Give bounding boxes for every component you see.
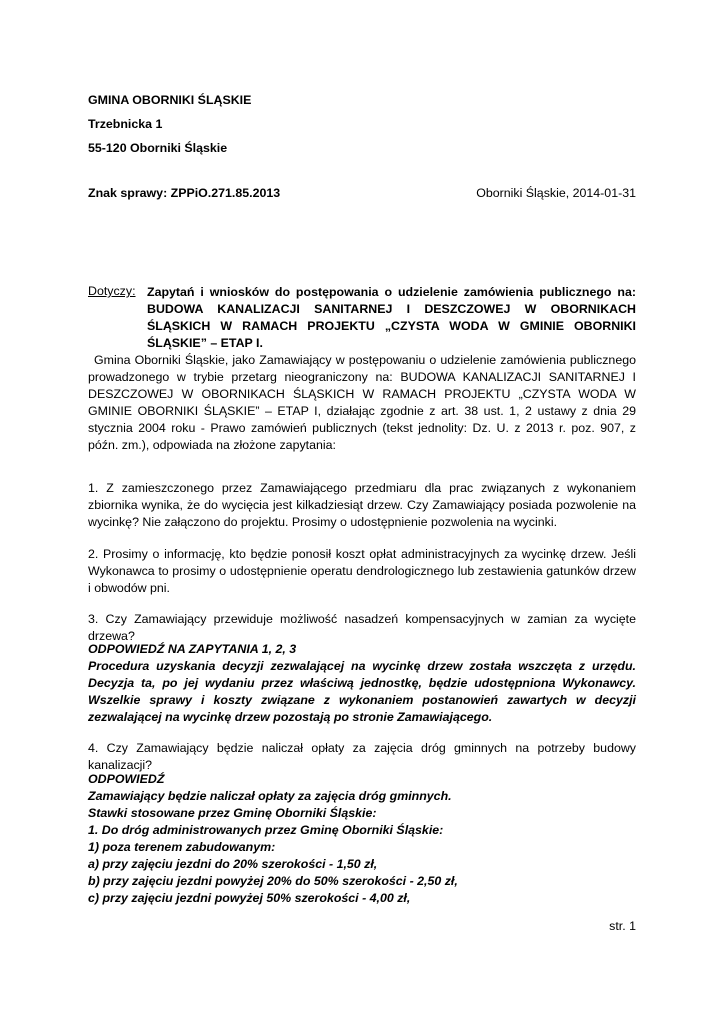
answer-4-line: c) przy zajęciu jezdni powyżej 50% szerokości - 4,00 zł, xyxy=(88,891,411,905)
question-1: 1. Z zamieszczonego przez Zamawiającego przedmiaru dla prac związanych z wykonaniem zbiornika wynika, że do wycięcia jest kilkadziesiąt drzew. Czy Zamawiający posiada pozwolenie na wycinkę? Nie załączono do projektu. Prosimy o udostępnienie pozwolenia na wycinki. xyxy=(88,481,636,529)
answer-1-3-text: Procedura uzyskania decyzji zezwalającej na wycinkę drzew została wszczęta z urzędu. Decyzja ta, po jej wydaniu przez właściwą jednostkę, będzie udostępniona Wykonawcy. Wszelkie sprawy i koszty związane z wykonaniem postanowień zawartych w decyzji zezwalającej na wycinkę drzew pozostają po stronie Zamawiającego. xyxy=(88,659,636,724)
question-2: 2. Prosimy o informację, kto będzie ponosił koszt opłat administracyjnych za wycinkę drzew. Jeśli Wykonawca to prosimy o udostępnienie operatu dendrologicznego lub zestawienia gatunków drzew i obwodów pni. xyxy=(88,547,636,595)
page-number: str. 1 xyxy=(609,919,636,933)
answer-4-body xyxy=(88,788,636,907)
subject-label: Dotyczy: xyxy=(88,284,136,298)
answer-4-heading: ODPOWIEDŹ xyxy=(88,772,165,786)
answer-4-line: Zamawiający będzie naliczał opłaty za zajęcia dróg gminnych. xyxy=(88,789,452,803)
place-date: Oborniki Śląskie, 2014-01-31 xyxy=(476,186,636,200)
question-3: 3. Czy Zamawiający przewiduje możliwość nasadzeń kompensacyjnych w zamian za wycięte drzewa? xyxy=(88,612,636,643)
subject-text: Zapytań i wniosków do postępowania o udzielenie zamówienia publicznego na: BUDOWA KANALIZACJI SANITARNEJ I DESZCZOWEJ W OBORNIKACH ŚLĄSKICH W RAMACH PROJEKTU „CZYSTA WODA W GMINIE OBORNIKI ŚLĄSKIE” – ETAP I. xyxy=(147,285,636,350)
question-4: 4. Czy Zamawiający będzie naliczał opłaty za zajęcia dróg gminnych na potrzeby budowy kanalizacji? xyxy=(88,741,636,772)
answer-4-line: Stawki stosowane przez Gminę Oborniki Śląskie: xyxy=(88,806,377,820)
case-number: Znak sprawy: ZPPiO.271.85.2013 xyxy=(88,186,281,200)
answer-4-line: a) przy zajęciu jezdni do 20% szerokości - 1,50 zł, xyxy=(88,857,378,871)
postal-city: 55-120 Oborniki Śląskie xyxy=(88,141,228,155)
street-address: Trzebnicka 1 xyxy=(88,117,163,131)
answer-4-line: b) przy zajęciu jezdni powyżej 20% do 50% szerokości - 2,50 zł, xyxy=(88,874,458,888)
answer-1-3-heading: ODPOWIEDŹ NA ZAPYTANIA 1, 2, 3 xyxy=(88,642,297,656)
answer-4-line: 1. Do dróg administrowanych przez Gminę Oborniki Śląskie: xyxy=(88,823,444,837)
answer-4-line: 1) poza terenem zabudowanym: xyxy=(88,840,276,854)
intro-paragraph: Gmina Oborniki Śląskie, jako Zamawiający w postępowaniu o udzielenie zamówienia publicznego prowadzonego w trybie przetarg nieograniczony na: BUDOWA KANALIZACJI SANITARNEJ I DESZCZOWEJ W OBORNIKACH ŚLĄSKICH W RAMACH PROJEKTU „CZYSTA WODA W GMINIE OBORNIKI ŚLĄSKIE” – ETAP I, działając zgodnie z art. 38 ust. 1, 2 ustawy z dnia 29 stycznia 2004 roku - Prawo zamówień publicznych (tekst jednolity: Dz. U. z 2013 r. poz. 907, z późn. zm.), odpowiada na złożone zapytania: xyxy=(88,353,636,452)
organization-name: GMINA OBORNIKI ŚLĄSKIE xyxy=(88,93,252,107)
